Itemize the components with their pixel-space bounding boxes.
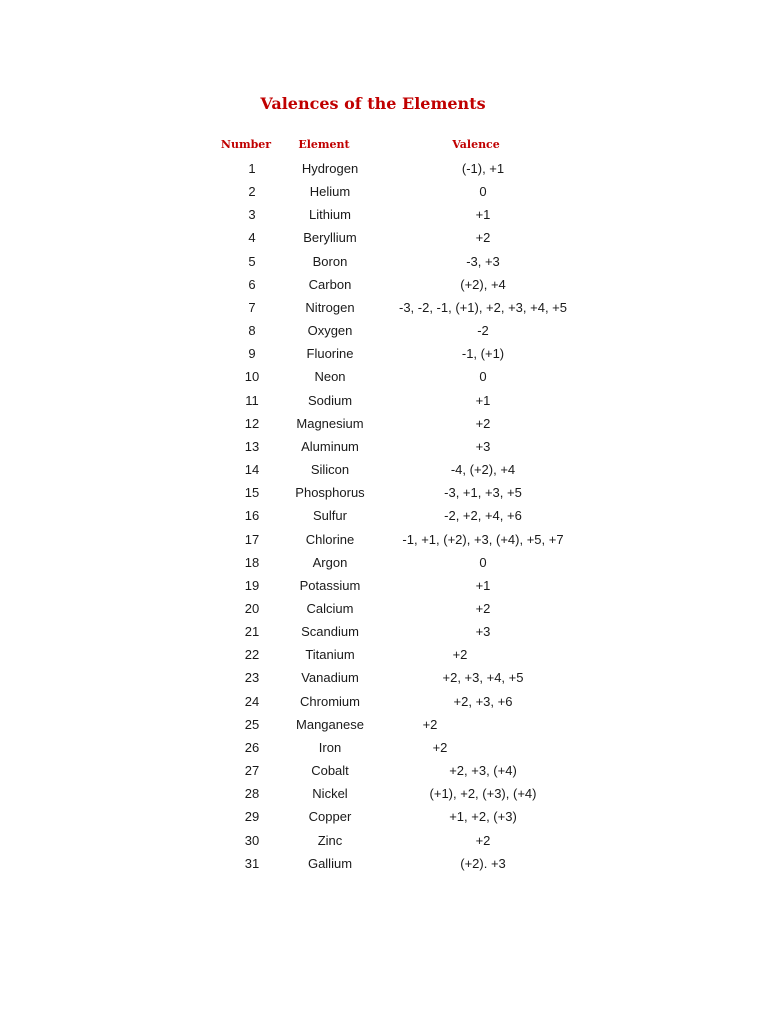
table-body [0, 158, 768, 876]
table-row [0, 343, 768, 366]
cell-valence: +1 [475, 392, 491, 408]
cell-number: 14 [244, 462, 260, 478]
cell-number: 15 [244, 485, 260, 501]
table-row [0, 691, 768, 714]
cell-valence: +2 [475, 230, 491, 246]
cell-number: 20 [244, 600, 260, 616]
table-row [0, 575, 768, 598]
cell-element: Phosphorus [295, 485, 365, 501]
cell-valence: +1, +2, (+3) [449, 809, 517, 825]
cell-element: Carbon [308, 276, 352, 292]
cell-valence: +1 [475, 207, 491, 223]
cell-number: 23 [244, 670, 260, 686]
table-row [0, 806, 768, 829]
cell-valence: -3, -2, -1, (+1), +2, +3, +4, +5 [398, 299, 567, 315]
cell-valence: 0 [479, 184, 487, 200]
table-row [0, 760, 768, 783]
table-row [0, 181, 768, 204]
cell-valence: -1, (+1) [461, 346, 505, 362]
header-number: Number [220, 138, 272, 151]
cell-valence: +2 [422, 716, 438, 732]
cell-valence: +1 [475, 577, 491, 593]
cell-valence: +2, +3, (+4) [449, 763, 517, 779]
cell-element: Nitrogen [305, 299, 355, 315]
cell-element: Helium [309, 184, 351, 200]
cell-valence: (+2). +3 [460, 855, 506, 871]
cell-number: 1 [248, 161, 256, 176]
cell-element: Titanium [305, 647, 355, 663]
cell-number: 28 [244, 786, 260, 802]
cell-number: 11 [245, 392, 259, 408]
cell-element: Calcium [306, 600, 354, 616]
cell-number: 10 [244, 369, 260, 385]
cell-valence: +2, +3, +4, +5 [442, 670, 524, 686]
cell-valence: (-1), +1 [461, 161, 505, 176]
cell-number: 12 [244, 415, 260, 431]
cell-number: 31 [244, 855, 260, 871]
cell-number: 16 [244, 508, 260, 524]
cell-element: Copper [308, 809, 352, 825]
cell-number: 24 [244, 693, 260, 709]
table-row [0, 251, 768, 274]
cell-number: 19 [244, 577, 260, 593]
cell-element: Sulfur [313, 508, 347, 524]
table-row [0, 552, 768, 575]
table-row [0, 853, 768, 876]
cell-number: 8 [248, 323, 256, 339]
cell-element: Chromium [300, 693, 360, 709]
cell-valence: -1, +1, (+2), +3, (+4), +5, +7 [402, 531, 564, 547]
cell-element: Oxygen [307, 323, 353, 339]
cell-valence: +2 [475, 832, 491, 848]
cell-valence: (+1), +2, (+3), (+4) [429, 786, 537, 802]
table-row [0, 714, 768, 737]
cell-element: Hydrogen [301, 161, 359, 176]
cell-valence: 0 [479, 369, 487, 385]
cell-number: 9 [248, 346, 256, 362]
cell-element: Boron [312, 253, 348, 269]
header-element: Element [298, 138, 350, 151]
cell-valence: (+2), +4 [460, 276, 506, 292]
cell-element: Nickel [312, 786, 348, 802]
cell-number: 26 [244, 739, 260, 755]
cell-number: 5 [248, 253, 256, 269]
page-title: Valences of the Elements [260, 94, 486, 113]
cell-number: 17 [244, 531, 260, 547]
cell-number: 27 [244, 763, 260, 779]
cell-valence: -4, (+2), +4 [450, 462, 516, 478]
cell-number: 22 [244, 647, 260, 663]
table-row [0, 274, 768, 297]
cell-element: Neon [314, 369, 346, 385]
cell-element: Lithium [309, 207, 351, 223]
table-row [0, 667, 768, 690]
table-row [0, 204, 768, 227]
table-row [0, 644, 768, 667]
header-valence: Valence [452, 138, 500, 151]
cell-element: Fluorine [306, 346, 354, 362]
cell-valence: +2 [475, 415, 491, 431]
cell-element: Beryllium [303, 230, 357, 246]
table-row [0, 482, 768, 505]
table-row [0, 459, 768, 482]
table-row [0, 297, 768, 320]
cell-element: Silicon [310, 462, 350, 478]
table-row [0, 436, 768, 459]
cell-element: Aluminum [301, 438, 359, 454]
cell-valence: -3, +1, +3, +5 [444, 485, 522, 501]
cell-valence: +3 [475, 624, 491, 640]
table-row [0, 598, 768, 621]
table-header [0, 138, 768, 154]
cell-element: Scandium [301, 624, 359, 640]
cell-element: Argon [312, 554, 348, 570]
cell-number: 29 [244, 809, 260, 825]
table-row [0, 505, 768, 528]
cell-valence: +2 [452, 647, 468, 663]
table-row [0, 413, 768, 436]
cell-element: Iron [318, 739, 342, 755]
cell-valence: +2 [432, 739, 448, 755]
cell-valence: +3 [475, 438, 491, 454]
cell-valence: +2, +3, +6 [453, 693, 513, 709]
cell-number: 3 [248, 207, 256, 223]
cell-element: Manganese [296, 716, 364, 732]
table-row [0, 320, 768, 343]
table-row [0, 158, 768, 181]
cell-valence: -2 [477, 323, 489, 339]
cell-element: Cobalt [311, 763, 349, 779]
cell-valence: -3, +3 [466, 253, 500, 269]
cell-element: Vanadium [301, 670, 359, 686]
table-row [0, 621, 768, 644]
cell-element: Magnesium [296, 415, 364, 431]
cell-number: 6 [248, 276, 256, 292]
cell-number: 18 [244, 554, 260, 570]
cell-number: 2 [248, 184, 256, 200]
cell-number: 25 [244, 716, 260, 732]
cell-number: 7 [248, 299, 256, 315]
cell-valence: 0 [479, 554, 487, 570]
cell-number: 13 [244, 438, 260, 454]
cell-element: Sodium [307, 392, 353, 408]
table-row [0, 783, 768, 806]
table-row [0, 737, 768, 760]
cell-element: Chlorine [305, 531, 355, 547]
table-row [0, 529, 768, 552]
cell-element: Gallium [307, 855, 353, 871]
cell-element: Zinc [317, 832, 343, 848]
table-row [0, 390, 768, 413]
table-row [0, 227, 768, 250]
table-row [0, 366, 768, 389]
table-row [0, 830, 768, 853]
cell-element: Potassium [299, 577, 361, 593]
cell-number: 21 [244, 624, 260, 640]
cell-valence: +2 [475, 600, 491, 616]
cell-valence: -2, +2, +4, +6 [444, 508, 522, 524]
cell-number: 4 [248, 230, 256, 246]
cell-number: 30 [244, 832, 260, 848]
